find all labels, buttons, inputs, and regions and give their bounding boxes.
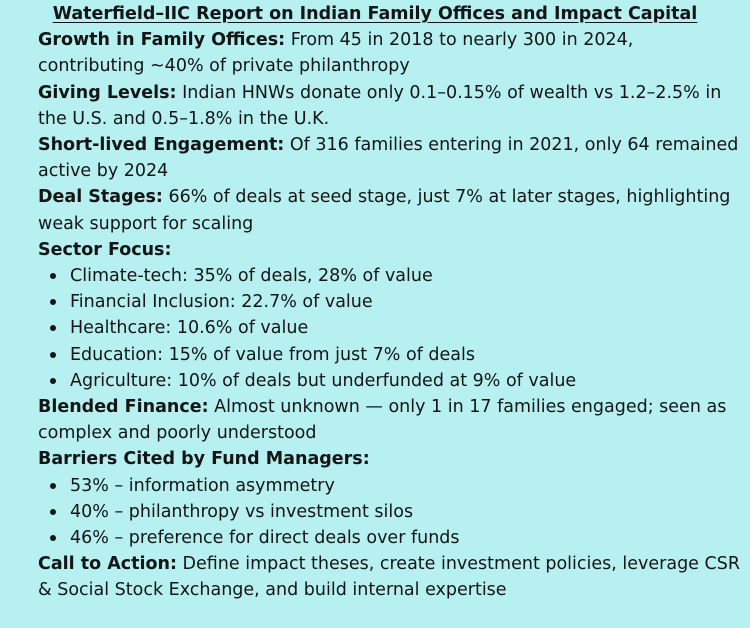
list-item: [47, 499, 740, 525]
list-item-text: Climate-tech: 35% of deals, 28% of value: [70, 266, 433, 287]
section-text: Of 316 families entering in 2021, only 64 remained active by 2024: [38, 135, 739, 182]
section-text: Almost unknown — only 1 in 17 families engaged; seen as complex and poorly understood: [38, 397, 727, 444]
list-item-text: 40% – philanthropy vs investment silos: [70, 501, 414, 522]
list-item-text: Education: 15% of value from just 7% of deals: [70, 344, 475, 365]
list-item-text: Healthcare: 10.6% of value: [70, 318, 309, 339]
barriers-list: [38, 473, 740, 552]
list-item: [47, 289, 740, 315]
section-barriers: [38, 446, 740, 472]
section-text: From 45 in 2018 to nearly 300 in 2024, contributing ~40% of private philanthropy: [38, 30, 634, 77]
section-text: 66% of deals at seed stage, just 7% at later stages, highlighting weak support for scaling: [38, 187, 731, 234]
list-item: [47, 315, 740, 341]
section-sector-focus: [38, 237, 740, 263]
list-item-text: Financial Inclusion: 22.7% of value: [70, 292, 373, 313]
bullet-icon: [50, 483, 56, 489]
section-label: Giving Levels:: [38, 82, 177, 103]
section-label: Deal Stages:: [38, 187, 163, 208]
list-item-text: 46% – preference for direct deals over funds: [70, 528, 460, 549]
list-item: [47, 525, 740, 551]
section-label: Blended Finance:: [38, 397, 209, 418]
list-item-text: Agriculture: 10% of deals but underfunded at 9% of value: [70, 370, 577, 391]
section-label: Growth in Family Offices:: [38, 30, 286, 51]
section-blended-finance: [38, 394, 740, 446]
section-call-to-action: [38, 551, 740, 603]
section-growth: [38, 27, 740, 79]
section-text: Indian HNWs donate only 0.1–0.15% of wealth vs 1.2–2.5% in the U.S. and 0.5–1.8% in the U.K.: [38, 82, 722, 129]
section-deal-stages: [38, 184, 740, 236]
section-label: Short-lived Engagement:: [38, 135, 285, 156]
list-item: [47, 342, 740, 368]
section-text: Define impact theses, create investment policies, leverage CSR & Social Stock Exchange, and build internal expertise: [38, 554, 740, 601]
bullet-icon: [50, 299, 56, 305]
bullet-icon: [50, 509, 56, 515]
section-label: Sector Focus:: [38, 239, 172, 260]
bullet-icon: [50, 273, 56, 279]
section-label: Barriers Cited by Fund Managers:: [38, 449, 370, 470]
bullet-icon: [50, 352, 56, 358]
section-label: Call to Action:: [38, 554, 177, 575]
section-short-lived-engagement: [38, 132, 740, 184]
list-item-text: 53% – information asymmetry: [70, 475, 335, 496]
sector-focus-list: [38, 263, 740, 394]
list-item: [47, 473, 740, 499]
list-item: [47, 368, 740, 394]
section-giving-levels: [38, 80, 740, 132]
bullet-icon: [50, 535, 56, 541]
report-title: Waterfield–IIC Report on Indian Family Offices and Impact Capital: [52, 4, 698, 24]
bullet-icon: [50, 325, 56, 331]
list-item: [47, 263, 740, 289]
bullet-icon: [50, 378, 56, 384]
